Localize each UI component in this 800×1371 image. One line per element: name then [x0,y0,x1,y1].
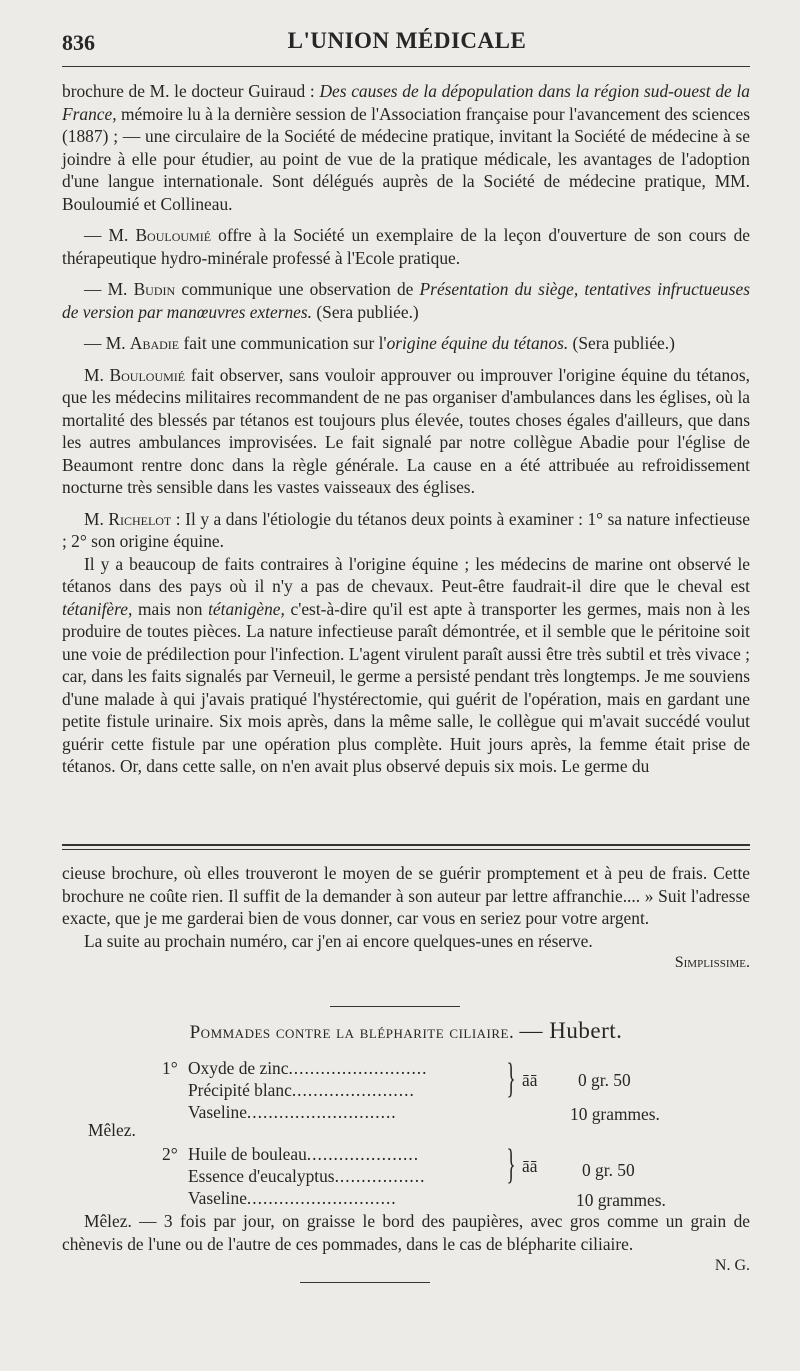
feuilleton-body [62,862,750,975]
melez-label: Mêlez. [88,1120,136,1140]
ingredient: Oxyde de zinc.......................... [188,1058,428,1078]
paragraph-abadie: — M. Abadie fait une communication sur l'origine équine du tétanos. (Sera publiée.) [84,333,675,353]
page-header [62,22,752,62]
dose-aa: āā [522,1156,538,1176]
running-title: L'UNION MÉDICALE [287,28,527,53]
ingredient: Essence d'eucalyptus................. [188,1166,426,1186]
feuilleton-separator [62,844,750,850]
header-rule [62,66,750,67]
brace: } [506,1056,516,1102]
recipe-number: 2° [162,1144,178,1164]
brace: } [506,1142,516,1188]
dose: 0 gr. 50 [582,1160,635,1180]
recipe-number: 1° [162,1058,178,1078]
end-rule [300,1282,430,1283]
communication-title: origine équine du tétanos. [386,333,569,353]
paragraph-budin: — M. Budin communique une observation de Présentation du siège, tentatives infructueuses de version par manœuvres externes. (Sera publiée.) [62,279,750,322]
page-number: 836 [62,30,95,55]
speaker-name: Abadie [129,333,180,353]
speaker-name: Budin [133,279,176,299]
ingredient: Précipité blanc....................... [188,1080,415,1100]
paragraph-bouloumie-offer: — M. Bouloumié offre à la Société un exemplaire de la leçon d'ouverture de son cours de thérapeutique hydro-minérale professé à l'Ecole pratique. [62,225,750,268]
feuilleton-closing: La suite au prochain numéro, car j'en ai encore quelques-unes en réserve. [84,930,593,951]
ingredient: Vaseline............................ [188,1188,397,1208]
signature: Simplissime. [674,954,750,971]
observation-title: Présentation du siège, tentatives infructueuses de version par manœuvres externes. [62,279,750,322]
paragraph-richelot: M. Richelot : Il y a dans l'étiologie du tétanos deux points à examiner : 1° sa nature infectieuse ; 2° son origine équine. [62,508,750,551]
speaker-name: Bouloumié [109,364,186,385]
short-rule [330,1006,460,1007]
dose: 10 grammes. [576,1190,666,1210]
article-body [62,80,750,778]
paragraph-richelot-continued: Il y a beaucoup de faits contraires à l'origine équine ; les médecins de marine ont observé le tétanos dans des pays où il n'y a pas de chevaux. Peut-être faudrait-il dire que le cheval est tétanifère, mais non tétanigène, c'est-à-dire qu'il est apte à transporter les germes, mais non à les produire de toutes pièces. La nature infectieuse paraît démontrée, et il semble que le péritoine soit une voie de prédilection pour l'infection. L'agent virulent paraît aussi être très subtil et très vivace ; car, dans les faits signalés par Verneuil, le germe a persisté pendant très longtemps. Je me souviens d'une malade à qui j'avais pratiqué l'hystérectomie, qui guérit de l'opération, mais en gardant une petite fistule urinaire. Six mois après, dans la même salle, le collègue qui m'avait succédé voulut guérir cette fistule par une opération plus complète. Huit jours après, la femme était prise de tétanos. Or, dans cette salle, on n'en avait plus observé depuis six mois. Le germe du [62,553,750,776]
ingredient: Huile de bouleau..................... [188,1144,420,1164]
dose-aa: āā [522,1070,538,1090]
recipe-author: — Hubert. [519,1018,623,1043]
paragraph-guiraud: brochure de M. le docteur Guiraud : Des causes de la dépopulation dans la région sud-ouest de la France, mémoire lu à la dernière session de l'Association française pour l'avancement des sciences (1887) ; — une circulaire de la Société de médecine pratique, invitant la Société de médecine à se joindre à elle pour étudier, au point de vue de la pratique médicale, les avantages de l'adoption d'une langue internationale. Sont délégués auprès de la Société de médecine pratique, MM. Bouloumié et Collineau. [62,81,750,214]
author-initials: N. G. [714,1257,750,1274]
paragraph-bouloumie-remark: M. Bouloumié fait observer, sans vouloir approuver ou improuver l'origine équine du tétanos, que les médecins militaires recommandent de ne pas organiser d'ambulances dans les églises, où la mortalité des blessés par tétanos est toujours plus élevée, toutes choses égales d'ailleurs, que dans les autres ambulances improvisées. Le fait signalé par notre collègue Abadie pour l'église de Beaumont rentre donc dans la règle générale. La cause en a été attribuée au refroidissement nocturne très sensible dans les vastes vaisseaux des églises. [62,364,750,497]
dose: 10 grammes. [570,1104,660,1124]
recipe-title: Pommades contre la blépharite ciliaire. — Hubert. [189,1018,623,1043]
ingredient: Vaseline............................ [188,1102,397,1122]
brochure-title: Des causes de la dépopulation dans la région sud-ouest de la France, [62,81,750,124]
speaker-name: Bouloumié [135,225,212,245]
recipe-usage: Mêlez. — 3 fois par jour, on graisse le bord des paupières, avec gros comme un grain de chènevis de l'une ou de l'autre de ces pommades, dans le cas de blépharite ciliaire. N. G. [62,1210,750,1278]
speaker-name: Richelot [108,508,172,529]
feuilleton-paragraph: cieuse brochure, où elles trouveront le moyen de se guérir promptement et à peu de frais. Cette brochure ne coûte rien. Il suffit de la demander à son auteur par lettre affranchie.... » Suit l'adresse exacte, que je me garderai bien de vous donner, car vous en seriez pour votre argent. [62,863,750,928]
dose: 0 gr. 50 [578,1070,631,1090]
